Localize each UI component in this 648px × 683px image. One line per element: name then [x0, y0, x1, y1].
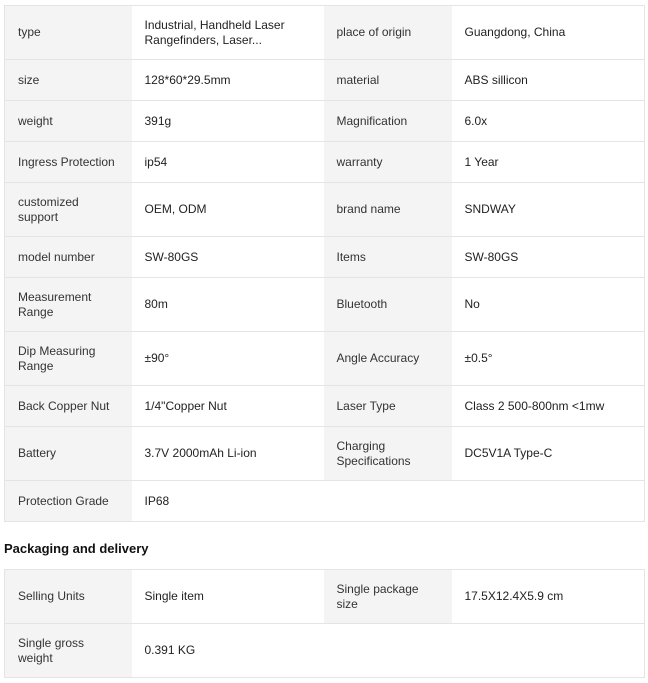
- attr-value-brand-name: SNDWAY: [452, 183, 645, 237]
- attr-label-model-number: model number: [5, 237, 132, 278]
- table-row: [5, 183, 645, 237]
- pkg-value-single-gross-weight: 0.391 KG: [132, 624, 324, 678]
- table-row: [5, 101, 645, 142]
- attr-value-material: ABS sillicon: [452, 60, 645, 101]
- pkg-empty-cell: [324, 624, 452, 678]
- attr-value-laser-type: Class 2 500-800nm <1mw: [452, 386, 645, 427]
- attr-label-type: type: [5, 6, 132, 60]
- attr-label-brand-name: brand name: [324, 183, 452, 237]
- attr-label-size: size: [5, 60, 132, 101]
- attr-value-weight: 391g: [132, 101, 324, 142]
- attr-label-angle-accuracy: Angle Accuracy: [324, 332, 452, 386]
- attr-value-size: 128*60*29.5mm: [132, 60, 324, 101]
- table-row: [5, 278, 645, 332]
- table-row: [5, 624, 645, 678]
- attr-label-back-copper-nut: Back Copper Nut: [5, 386, 132, 427]
- attr-label-charging-specifications: Charging Specifications: [324, 427, 452, 481]
- attr-value-charging-specifications: DC5V1A Type-C: [452, 427, 645, 481]
- attr-label-laser-type: Laser Type: [324, 386, 452, 427]
- attr-value-bluetooth: No: [452, 278, 645, 332]
- attr-value-dip-measuring-range: ±90°: [132, 332, 324, 386]
- attr-label-dip-measuring-range: Dip Measuring Range: [5, 332, 132, 386]
- table-row: [5, 6, 645, 60]
- attr-value-back-copper-nut: 1/4"Copper Nut: [132, 386, 324, 427]
- attr-label-weight: weight: [5, 101, 132, 142]
- attr-value-model-number: SW-80GS: [132, 237, 324, 278]
- attr-label-magnification: Magnification: [324, 101, 452, 142]
- packaging-table: [4, 569, 645, 678]
- attr-label-bluetooth: Bluetooth: [324, 278, 452, 332]
- pkg-label-single-package-size: Single package size: [324, 570, 452, 624]
- pkg-value-selling-units: Single item: [132, 570, 324, 624]
- table-row: [5, 570, 645, 624]
- attr-label-place-of-origin: place of origin: [324, 6, 452, 60]
- attr-label-protection-grade: Protection Grade: [5, 481, 132, 522]
- table-row: [5, 427, 645, 481]
- attr-value-magnification: 6.0x: [452, 101, 645, 142]
- attr-label-ingress-protection: Ingress Protection: [5, 142, 132, 183]
- attr-value-type: Industrial, Handheld Laser Rangefinders, Laser...: [132, 6, 324, 60]
- attr-label-material: material: [324, 60, 452, 101]
- table-row: [5, 332, 645, 386]
- table-row: [5, 237, 645, 278]
- pkg-value-single-package-size: 17.5X12.4X5.9 cm: [452, 570, 645, 624]
- attr-empty-cell: [324, 481, 452, 522]
- pkg-label-single-gross-weight: Single gross weight: [5, 624, 132, 678]
- attr-value-battery: 3.7V 2000mAh Li-ion: [132, 427, 324, 481]
- table-row: [5, 142, 645, 183]
- table-row: [5, 60, 645, 101]
- attr-value-measurement-range: 80m: [132, 278, 324, 332]
- attr-value-angle-accuracy: ±0.5°: [452, 332, 645, 386]
- attr-value-customized-support: OEM, ODM: [132, 183, 324, 237]
- pkg-label-selling-units: Selling Units: [5, 570, 132, 624]
- attr-label-customized-support: customized support: [5, 183, 132, 237]
- attr-label-battery: Battery: [5, 427, 132, 481]
- product-attributes-table: [4, 5, 645, 522]
- table-row: [5, 481, 645, 522]
- attr-value-warranty: 1 Year: [452, 142, 645, 183]
- attr-label-warranty: warranty: [324, 142, 452, 183]
- attr-empty-cell: [452, 481, 645, 522]
- table-row: [5, 386, 645, 427]
- attr-label-items: Items: [324, 237, 452, 278]
- attr-value-ingress-protection: ip54: [132, 142, 324, 183]
- pkg-empty-cell: [452, 624, 645, 678]
- attr-label-measurement-range: Measurement Range: [5, 278, 132, 332]
- attr-value-protection-grade: IP68: [132, 481, 324, 522]
- section-title-packaging: Packaging and delivery: [4, 541, 149, 556]
- attr-value-items: SW-80GS: [452, 237, 645, 278]
- attr-value-place-of-origin: Guangdong, China: [452, 6, 645, 60]
